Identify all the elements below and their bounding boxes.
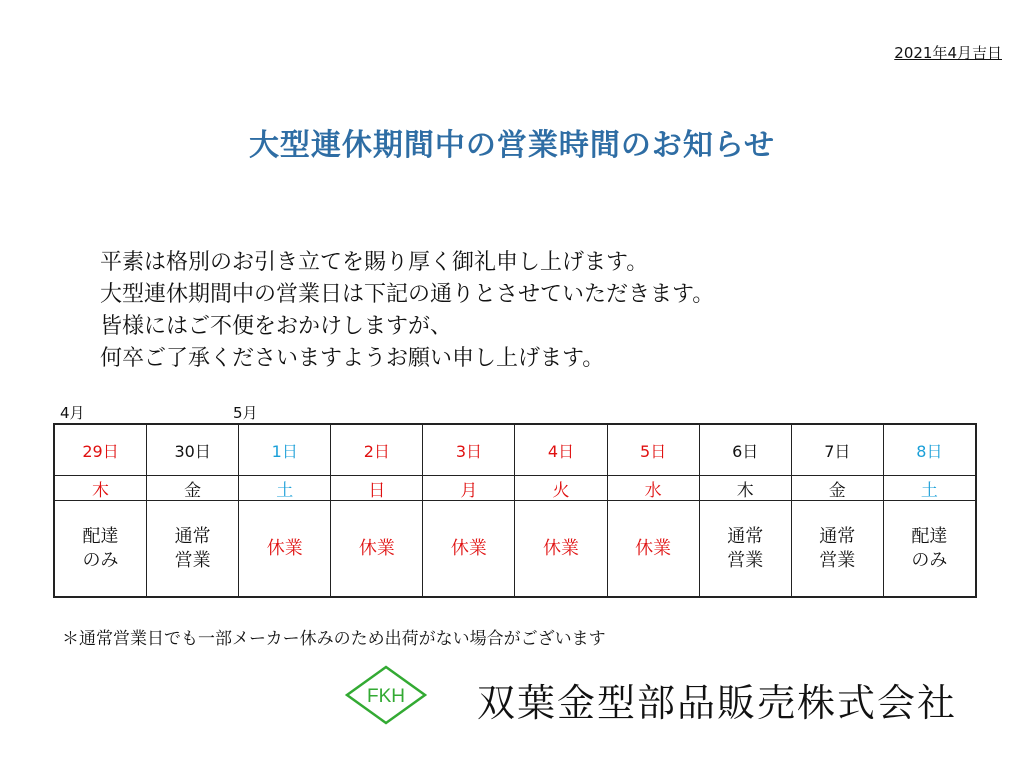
greeting-line: 大型連休期間中の営業日は下記の通りとさせていただきます。 xyxy=(100,282,715,307)
calendar-weekday: 木 xyxy=(700,476,791,501)
month-label-may: 5月 xyxy=(233,404,258,422)
issue-date: 2021年4月吉日 xyxy=(894,44,1002,62)
calendar-weekday: 月 xyxy=(423,476,514,501)
calendar-day-column xyxy=(146,425,238,596)
calendar-status: 休業 xyxy=(635,537,672,559)
calendar-date: 6日 xyxy=(700,425,791,476)
page-title: 大型連休期間中の営業時間のお知らせ xyxy=(248,128,776,163)
footnote: ＊通常営業日でも一部メーカー休みのため出荷がない場合がございます xyxy=(62,629,606,649)
calendar-status: 通常 営業 xyxy=(727,525,764,571)
calendar-day-column xyxy=(55,425,146,596)
calendar-date: 29日 xyxy=(55,425,146,476)
calendar-date: 4日 xyxy=(515,425,606,476)
calendar-date: 2日 xyxy=(331,425,422,476)
company-name: 双葉金型部品販売株式会社 xyxy=(477,681,958,725)
calendar-weekday: 日 xyxy=(331,476,422,501)
fkh-logo xyxy=(345,665,427,725)
calendar-day-column xyxy=(791,425,883,596)
calendar-weekday: 土 xyxy=(884,476,975,501)
calendar-day-column xyxy=(422,425,514,596)
calendar-weekday: 火 xyxy=(515,476,606,501)
calendar-day-column xyxy=(607,425,699,596)
calendar-date: 7日 xyxy=(792,425,883,476)
calendar-day-column xyxy=(883,425,975,596)
logo-text: FKH xyxy=(367,686,405,707)
calendar-date: 30日 xyxy=(147,425,238,476)
calendar-date: 3日 xyxy=(423,425,514,476)
calendar-status: 休業 xyxy=(543,537,580,559)
calendar-date: 5日 xyxy=(608,425,699,476)
calendar-status: 配達 のみ xyxy=(911,525,948,571)
greeting-text xyxy=(100,247,714,375)
calendar-weekday: 土 xyxy=(239,476,330,501)
calendar-weekday: 金 xyxy=(147,476,238,501)
calendar-status: 配達 のみ xyxy=(82,525,119,571)
month-label-april: 4月 xyxy=(60,404,85,422)
calendar-status: 休業 xyxy=(266,537,303,559)
calendar-day-column xyxy=(514,425,606,596)
calendar-day-column xyxy=(330,425,422,596)
calendar-weekday: 水 xyxy=(608,476,699,501)
calendar-weekday: 金 xyxy=(792,476,883,501)
calendar-status: 通常 営業 xyxy=(174,525,211,571)
business-calendar xyxy=(53,423,977,598)
calendar-weekday: 木 xyxy=(55,476,146,501)
calendar-status: 休業 xyxy=(358,537,395,559)
calendar-day-column xyxy=(699,425,791,596)
greeting-line: 皆様にはご不便をおかけしますが、 xyxy=(100,314,453,339)
greeting-line: 何卒ご了承くださいますようお願い申し上げます。 xyxy=(100,346,605,371)
calendar-date: 1日 xyxy=(239,425,330,476)
calendar-status: 通常 営業 xyxy=(819,525,856,571)
calendar-date: 8日 xyxy=(884,425,975,476)
calendar-status: 休業 xyxy=(450,537,487,559)
calendar-day-column xyxy=(238,425,330,596)
greeting-line: 平素は格別のお引き立てを賜り厚く御礼申し上げます。 xyxy=(100,250,649,275)
